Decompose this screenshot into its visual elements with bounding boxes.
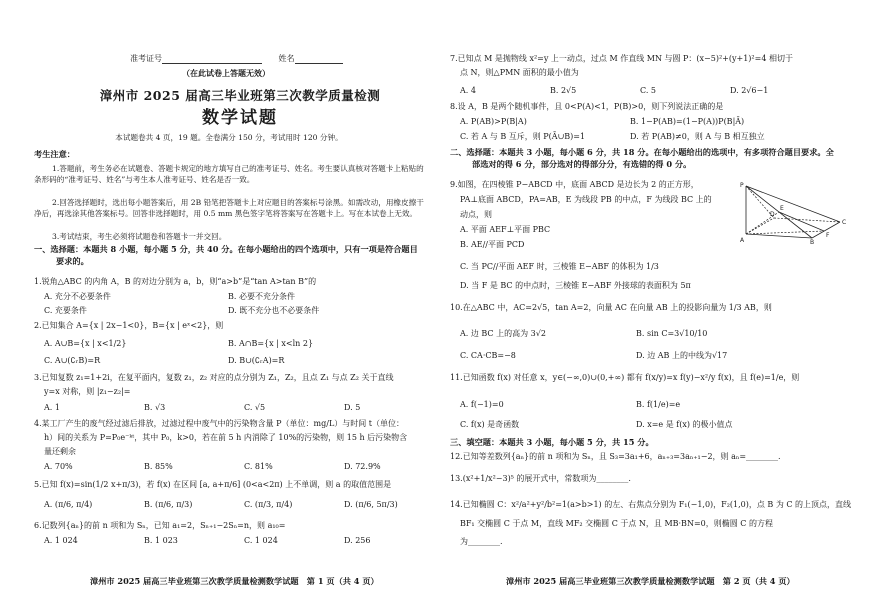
question-4-option-b: B. 85%: [144, 462, 173, 471]
question-11-stem: 11.已知函数 f(x) 对任意 x，y∈(−∞,0)∪(0,+∞) 都有 f(x/y)=x f(y)−x²/y f(x)，且 f(e)=1/e，则: [450, 373, 800, 382]
label-b: B: [810, 239, 815, 244]
question-11-option-b: B. f(1/e)=e: [636, 400, 681, 409]
section-2-heading-line1: 二、选择题：本题共 3 小题，每小题 6 分，共 18 分。在每小题给出的选项中，有多项符合题目要求。全: [450, 147, 834, 157]
question-14-stem-3: 为________.: [460, 537, 503, 546]
question-10-option-b: B. sin C=3√10/10: [636, 329, 708, 338]
question-2-option-a: A. A∪B={x | x<1/2}: [44, 339, 127, 348]
question-4-option-d: D. 72.9%: [344, 462, 381, 471]
question-7-option-a: A. 4: [460, 86, 476, 95]
question-14-stem-2: BF₁ 交椭圆 C 于点 M，直线 MF₂ 交椭圆 C 于点 N，且 MB·BN=0，则椭圆 C 的方程: [460, 519, 773, 528]
question-8-option-a: A. P(AB)>P(B|A): [460, 117, 527, 126]
question-5-option-d: D. (π/6, 5π/3): [344, 500, 398, 509]
segment-af: [746, 231, 824, 234]
question-9-option-c: C. 当 PC//平面 AEF 时，三棱锥 E−ABF 的体积为 1/3: [460, 262, 659, 271]
question-8-option-c: C. 若 A 与 B 互斥，则 P(Ā∪B)=1: [460, 132, 586, 141]
question-2-stem: 2.已知集合 A={x | 2x−1<0}，B={x | eˣ<2}，则: [34, 321, 224, 330]
question-6-option-c: C. 1 024: [244, 536, 278, 545]
name-label: 姓名: [278, 54, 295, 63]
question-3-option-a: A. 1: [44, 403, 60, 412]
question-5-option-a: A. (π/6, π/4): [44, 500, 93, 509]
question-3-option-d: D. 5: [344, 403, 361, 412]
section-1-heading-line1: 一、选择题：本题共 8 小题，每小题 5 分，共 40 分。在每小题给出的四个选项中，只有一项是符合题目: [34, 244, 418, 254]
question-6-option-d: D. 256: [344, 536, 371, 545]
section-3-heading: 三、填空题：本题共 3 小题，每小题 5 分，共 15 分。: [450, 437, 654, 447]
section-2-heading-line2: 部选对的得 6 分，部分选对的得部分分，有选错的得 0 分。: [472, 158, 692, 169]
question-10-stem: 10.在△ABC 中，AC=2√5，tan A=2，向量 AC 在向量 AB 上的投影向量为 1/3 AB，则: [450, 303, 772, 312]
note-2: 2.回答选择题时，选出每小题答案后，用 2B 铅笔把答题卡上对应题目的答案标号涂黑。如需改动，用橡皮擦干净后，再选涂其他答案标号。回答非选择题时，用 0.5 mm 黑色签字笔将答案写在答题卡上。写在本试卷上无效。: [34, 198, 424, 218]
question-4-stem-cont2: 量还剩余: [44, 447, 76, 456]
label-p: P: [740, 182, 744, 189]
segment-ef: [779, 212, 824, 231]
label-f: F: [826, 232, 830, 239]
question-8-option-d: D. 若 P(AB)≠0，则 A 与 B 相互独立: [630, 132, 765, 141]
footer-page-2: 漳州市 2025 届高三毕业班第三次教学质量检测数学试题 第 2 页（共 4 页）: [506, 576, 795, 586]
question-5-option-b: B. (π/6, π/3): [144, 500, 193, 509]
subject-title: 数学试题: [202, 108, 278, 128]
name-blank: [295, 56, 343, 64]
notes-heading: 考生注意：: [34, 149, 75, 159]
question-9-stem-1: 9.如图，在四棱锥 P−ABCD 中，底面 ABCD 是边长为 2 的正方形，: [450, 180, 699, 189]
question-11-option-a: A. f(−1)=0: [460, 400, 504, 409]
page-1: [34, 0, 424, 595]
label-c: C: [842, 219, 847, 226]
question-10-option-a: A. 边 BC 上的高为 3√2: [460, 329, 546, 338]
question-13-stem: 13.(x²+1/x²−3)⁵ 的展开式中，常数项为________.: [450, 474, 631, 483]
note-1: 1.答题前，考生务必在试题卷、答题卡规定的地方填写自己的准考证号、姓名。考生要认真核对答题卡上粘贴的条形码的“准考证号、姓名”与考生本人准考证号、姓名是否一致。: [34, 164, 424, 184]
exam-no-label: 准考证号: [130, 54, 162, 63]
label-d: D: [770, 211, 775, 218]
question-1-option-b: B. 必要不充分条件: [228, 292, 295, 301]
question-1-stem: 1.锐角△ABC 的内角 A，B 的对边分别为 a，b，则“a>b”是“tan A>tan B”的: [34, 277, 317, 286]
question-3-option-c: C. √5: [244, 403, 266, 412]
question-9-option-a: A. 平面 AEF⊥平面 PBC: [460, 225, 551, 234]
question-2-option-c: C. A∪(∁ᵣB)=R: [44, 356, 101, 365]
question-1-option-d: D. 既不充分也不必要条件: [228, 306, 320, 315]
question-7-option-d: D. 2√6−1: [730, 86, 769, 95]
section-2-heading: [450, 147, 834, 171]
question-3-stem-cont: y=x 对称，则 |z₁−z₂|=: [44, 387, 131, 396]
question-3-option-b: B. √3: [144, 403, 166, 412]
label-e: E: [780, 205, 784, 212]
question-9-stem-2: PA⊥底面 ABCD，PA=AB，E 为线段 PB 的中点，F 为线段 BC 上的: [460, 195, 712, 204]
question-6-option-b: B. 1 023: [144, 536, 178, 545]
question-9-option-d: D. 当 F 是 BC 的中点时，三棱锥 E−ABF 外接球的表面积为 5π: [460, 281, 691, 290]
question-4-option-a: A. 70%: [44, 462, 73, 471]
main-title: 漳州市 2025 届高三毕业班第三次教学质量检测: [99, 88, 381, 103]
question-5-stem: 5.已知 f(x)=sin(1/2 x+π/3)，若 f(x) 在区间 [a, a+π/6] (0<a<2π) 上不单调，则 a 的取值范围是: [34, 480, 392, 489]
question-7-stem-cont: 点 N，则△PMN 面积的最小值为: [460, 68, 579, 77]
edge-ab: [746, 234, 812, 238]
invalid-note: （在此试卷上答题无效）: [182, 68, 270, 78]
footer-page-1: 漳州市 2025 届高三毕业班第三次教学质量检测数学试题 第 1 页（共 4 页）: [90, 576, 379, 586]
question-6-option-a: A. 1 024: [44, 536, 78, 545]
question-8-option-b: B. 1−P(AB)=(1−P(A))P(B|Ā): [630, 117, 745, 126]
question-4-option-c: C. 81%: [244, 462, 273, 471]
question-9-option-b: B. AE//平面 PCD: [460, 240, 525, 249]
question-14-stem-1: 14.已知椭圆 C：x²/a²+y²/b²=1(a>b>1) 的左、右焦点分别为 F₁(−1,0)，F₂(1,0)，点 B 为 C 的上顶点，直线: [450, 500, 852, 509]
section-1-heading-line2: 要求的。: [56, 255, 89, 266]
question-11-option-c: C. f(x) 是奇函数: [460, 420, 520, 429]
note-3: 3.考试结束，考生必须将试题卷和答题卡一并交回。: [52, 232, 227, 241]
question-7-option-b: B. 2√5: [550, 86, 577, 95]
question-2-option-d: D. B∪(∁ᵣA)=R: [228, 356, 285, 365]
page-2: [450, 0, 850, 595]
question-7-option-c: C. 5: [640, 86, 657, 95]
question-1-option-a: A. 充分不必要条件: [44, 292, 111, 301]
question-9-stem-3: 动点，则: [460, 210, 492, 219]
question-4-stem: 4.某工厂产生的废气经过滤后排放，过滤过程中废气中的污染物含量 P（单位：mg/L）与时间 t（单位：: [34, 419, 405, 428]
pyramid-figure: [740, 182, 848, 244]
candidate-info-line: [130, 54, 357, 64]
question-6-stem: 6.记数列{aₙ}的前 n 项和为 Sₙ，已知 a₁=2，Sₙ₊₁−2Sₙ=n，则 a₁₀=: [34, 521, 286, 530]
section-1-heading: [34, 244, 418, 268]
question-11-option-d: D. x=e 是 f(x) 的极小值点: [636, 420, 733, 429]
exam-no-blank: [162, 56, 262, 64]
page-divider: [437, 0, 438, 595]
question-3-stem: 3.已知复数 z₁=1+2i，在复平面内，复数 z₁，z₂ 对应的点分别为 Z₁，Z₂，且点 Z₁ 与点 Z₂ 关于直线: [34, 373, 394, 382]
question-5-option-c: C. (π/3, π/4): [244, 500, 293, 509]
question-4-stem-cont: h）间的关系为 P=P₀e⁻ᵏᵗ，其中 P₀，k>0，若在前 5 h 内消除了 10%的污染物，则 15 h 后污染物含: [44, 433, 408, 442]
question-10-option-c: C. CA·CB=−8: [460, 351, 516, 360]
question-10-option-d: D. 边 AB 上的中线为√17: [636, 351, 728, 360]
label-a: A: [740, 237, 745, 244]
question-7-stem: 7.已知点 M 是抛物线 x²=y 上一动点，过点 M 作直线 MN 与圆 P：(x−5)²+(y+1)²=4 相切于: [450, 54, 793, 63]
exam-intro: 本试题卷共 4 页，19 题。全卷满分 150 分，考试用时 120 分钟。: [115, 133, 343, 142]
question-12-stem: 12.已知等差数列{aₙ}的前 n 项和为 Sₙ，且 S₃=3a₁+6，aₙ₊₃=3aₙ₊₁−2，则 aₙ=________.: [450, 452, 781, 461]
edge-pc: [746, 186, 840, 222]
question-2-option-b: B. A∩B={x | x<ln 2}: [228, 339, 314, 348]
question-1-option-c: C. 充要条件: [44, 306, 87, 315]
question-8-stem: 8.设 A，B 是两个随机事件，且 0<P(A)<1，P(B)>0，则下列说法正确的是: [450, 102, 724, 111]
